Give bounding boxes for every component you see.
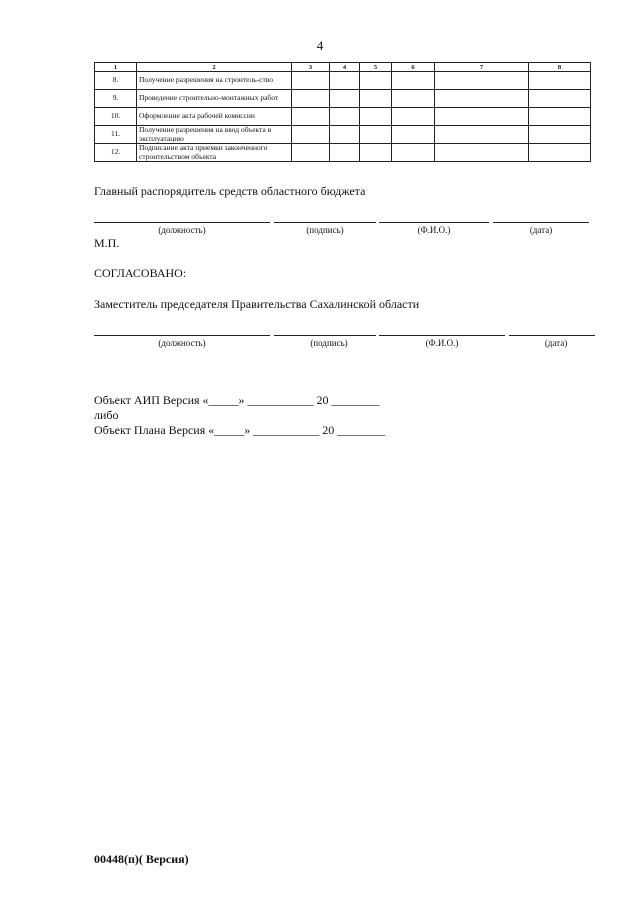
approved-label: СОГЛАСОВАНО: [94,266,187,280]
row-stage: Оформление акта рабочей комиссии [137,108,292,126]
row-stage: Получение разрешения на ввод объекта в эксплуатацию [137,126,292,144]
table-header-cell: 8 [529,63,591,72]
empty-cell [392,144,435,162]
table-header-cell: 4 [330,63,360,72]
empty-cell [330,144,360,162]
empty-cell [292,108,330,126]
empty-cell [392,72,435,90]
empty-cell [435,126,529,144]
table-row [95,108,591,126]
signature-line [274,335,376,336]
table-header-row [95,63,591,72]
empty-cell [529,72,591,90]
signature-caption: (подпись) [306,225,344,235]
row-number: 9. [95,90,137,108]
name-line [379,222,489,223]
table-header-cell: 1 [95,63,137,72]
table-row [95,126,591,144]
table-header-cell: 2 [137,63,292,72]
empty-cell [292,72,330,90]
empty-cell [435,90,529,108]
stamp-place: М.П. [94,236,120,250]
empty-cell [330,90,360,108]
position-caption: (должность) [158,338,206,348]
aip-version-line: Объект АИП Версия «_____» ___________ 20 ________ [94,393,380,407]
table-header-cell: 5 [360,63,392,72]
name-caption: (Ф.И.О.) [425,338,459,348]
row-number: 11. [95,126,137,144]
empty-cell [392,126,435,144]
table-row [95,72,591,90]
table-row [95,90,591,108]
empty-cell [292,90,330,108]
empty-cell [435,72,529,90]
deputy-chairman-title: Заместитель председателя Правительства Сахалинской области [94,297,420,311]
position-line [94,222,270,223]
name-line [379,335,505,336]
row-number: 12. [95,144,137,162]
row-number: 8. [95,72,137,90]
empty-cell [330,126,360,144]
stages-table [94,62,591,162]
row-stage: Получение разрешения на строитель-ство [137,72,292,90]
empty-cell [360,72,392,90]
date-caption: (дата) [529,225,553,235]
document-code: 00448(п)( Версия) [94,852,189,866]
signature-line [274,222,376,223]
empty-cell [360,90,392,108]
empty-cell [360,144,392,162]
page-number: 4 [316,38,324,53]
signature-caption: (подпись) [310,338,348,348]
position-line [94,335,270,336]
empty-cell [360,108,392,126]
date-caption: (дата) [544,338,568,348]
empty-cell [529,126,591,144]
empty-cell [292,144,330,162]
empty-cell [292,126,330,144]
row-stage: Подписание акта приемки законченного строительством объекта [137,144,292,162]
date-line [493,222,589,223]
table-header-cell: 7 [435,63,529,72]
row-number: 10. [95,108,137,126]
plan-version-line: Объект Плана Версия «_____» ___________ 20 ________ [94,423,386,437]
empty-cell [360,126,392,144]
empty-cell [392,108,435,126]
empty-cell [435,144,529,162]
empty-cell [330,108,360,126]
name-caption: (Ф.И.О.) [417,225,451,235]
position-caption: (должность) [158,225,206,235]
table-header-cell: 6 [392,63,435,72]
row-stage: Проведение строительно-монтажных работ [137,90,292,108]
empty-cell [330,72,360,90]
empty-cell [392,90,435,108]
empty-cell [529,144,591,162]
empty-cell [529,108,591,126]
empty-cell [435,108,529,126]
chief-manager-title: Главный распорядитель средств областного бюджета [94,184,366,198]
table-header-cell: 3 [292,63,330,72]
or-label: либо [94,408,119,422]
table-row [95,144,591,162]
empty-cell [529,90,591,108]
date-line [509,335,595,336]
